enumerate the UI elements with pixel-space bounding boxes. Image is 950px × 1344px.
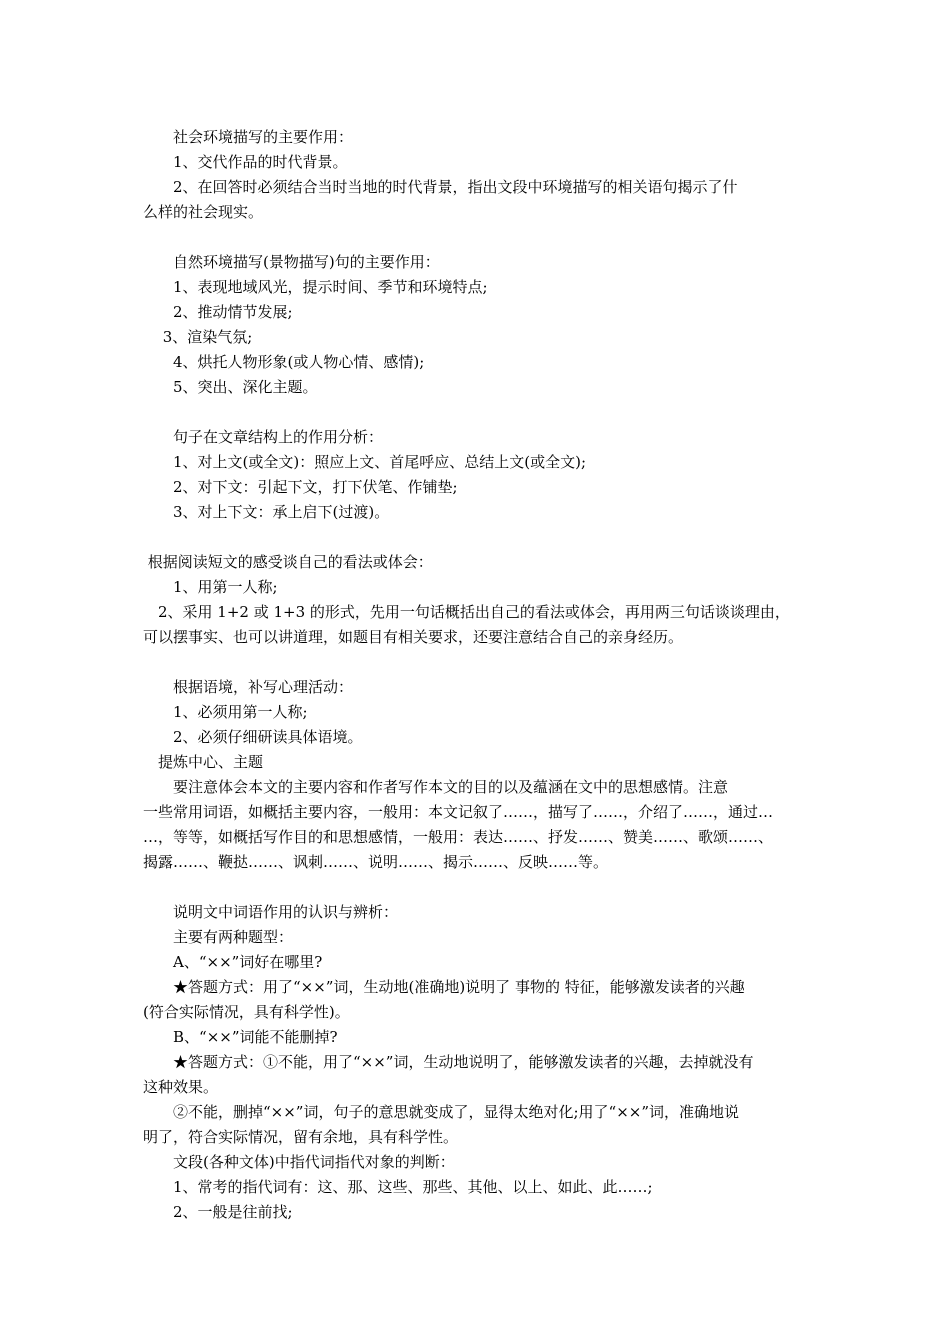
text-line: (符合实际情况，具有科学性)。 bbox=[143, 1003, 350, 1021]
text-line: B、“××”词能不能删掉? bbox=[143, 1028, 338, 1046]
text-line: 2、采用 1+2 或 1+3 的形式，先用一句话概括出自己的看法或体会，再用两三句话谈谈理由， bbox=[143, 603, 790, 621]
text-line: 根据语境，补写心理活动： bbox=[143, 678, 354, 696]
text-line: 2、必须仔细研读具体语境。 bbox=[143, 728, 363, 746]
text-line: ★答题方式：①不能，用了“××”词，生动地说明了，能够激发读者的兴趣，去掉就没有 bbox=[143, 1053, 754, 1071]
blank-line bbox=[143, 525, 815, 550]
text-line: 句子在文章结构上的作用分析： bbox=[143, 428, 384, 446]
text-line: 1、必须用第一人称; bbox=[143, 703, 308, 721]
text-line: 3、渲染气氛; bbox=[143, 328, 253, 346]
text-line: 1、常考的指代词有：这、那、这些、那些、其他、以上、如此、此……; bbox=[143, 1178, 653, 1196]
text-line: 1、用第一人称; bbox=[143, 578, 278, 596]
text-line: 明了，符合实际情况，留有余地，具有科学性。 bbox=[143, 1128, 459, 1146]
text-line: …，等等，如概括写作目的和思想感情，一般用：表达……、抒发……、赞美……、歌颂……、 bbox=[143, 828, 774, 846]
text-line: A、“××”词好在哪里? bbox=[143, 953, 323, 971]
blank-line bbox=[143, 650, 815, 675]
text-line: ②不能，删掉“××”词，句子的意思就变成了，显得太绝对化;用了“××”词，准确地说 bbox=[143, 1103, 740, 1121]
text-line: 5、突出、深化主题。 bbox=[143, 378, 318, 396]
text-line: 文段(各种文体)中指代词指代对象的判断： bbox=[143, 1153, 455, 1171]
text-line: 4、烘托人物形象(或人物心情、感情); bbox=[143, 353, 425, 371]
text-line: 说明文中词语作用的认识与辨析： bbox=[143, 903, 399, 921]
text-line: 2、一般是往前找; bbox=[143, 1203, 293, 1221]
blank-line bbox=[143, 225, 815, 250]
text-line: 要注意体会本文的主要内容和作者写作本文的目的以及蕴涵在文中的思想感情。注意 bbox=[143, 778, 729, 796]
text-line: 提炼中心、主题 bbox=[143, 753, 264, 771]
document-body bbox=[143, 125, 815, 1225]
text-line: 1、对上文(或全文)：照应上文、首尾呼应、总结上文(或全文); bbox=[143, 453, 587, 471]
text-line: 2、在回答时必须结合当时当地的时代背景，指出文段中环境描写的相关语句揭示了什 bbox=[143, 178, 738, 196]
text-line: 2、推动情节发展; bbox=[143, 303, 293, 321]
text-line: 2、对下文：引起下文，打下伏笔、作铺垫; bbox=[143, 478, 458, 496]
text-line: 根据阅读短文的感受谈自己的看法或体会： bbox=[143, 553, 433, 571]
text-line: 社会环境描写的主要作用： bbox=[143, 128, 354, 146]
text-line: 1、交代作品的时代背景。 bbox=[143, 153, 348, 171]
text-line: 1、表现地域风光，提示时间、季节和环境特点; bbox=[143, 278, 488, 296]
text-line: 主要有两种题型： bbox=[143, 928, 294, 946]
text-line: 自然环境描写(景物描写)句的主要作用： bbox=[143, 253, 440, 271]
text-line: 可以摆事实、也可以讲道理，如题目有相关要求，还要注意结合自己的亲身经历。 bbox=[143, 628, 684, 646]
blank-line bbox=[143, 875, 815, 900]
text-line: 3、对上下文：承上启下(过渡)。 bbox=[143, 503, 390, 521]
text-line: 么样的社会现实。 bbox=[143, 203, 264, 221]
text-line: 一些常用词语，如概括主要内容，一般用：本文记叙了……，描写了……，介绍了……，通过… bbox=[143, 803, 774, 821]
text-line: 这种效果。 bbox=[143, 1078, 219, 1096]
text-line: ★答题方式：用了“××”词，生动地(准确地)说明了 事物的 特征，能够激发读者的兴趣 bbox=[143, 978, 745, 996]
text-line: 揭露……、鞭挞……、讽刺……、说明……、揭示……、反映……等。 bbox=[143, 853, 609, 871]
blank-line bbox=[143, 400, 815, 425]
